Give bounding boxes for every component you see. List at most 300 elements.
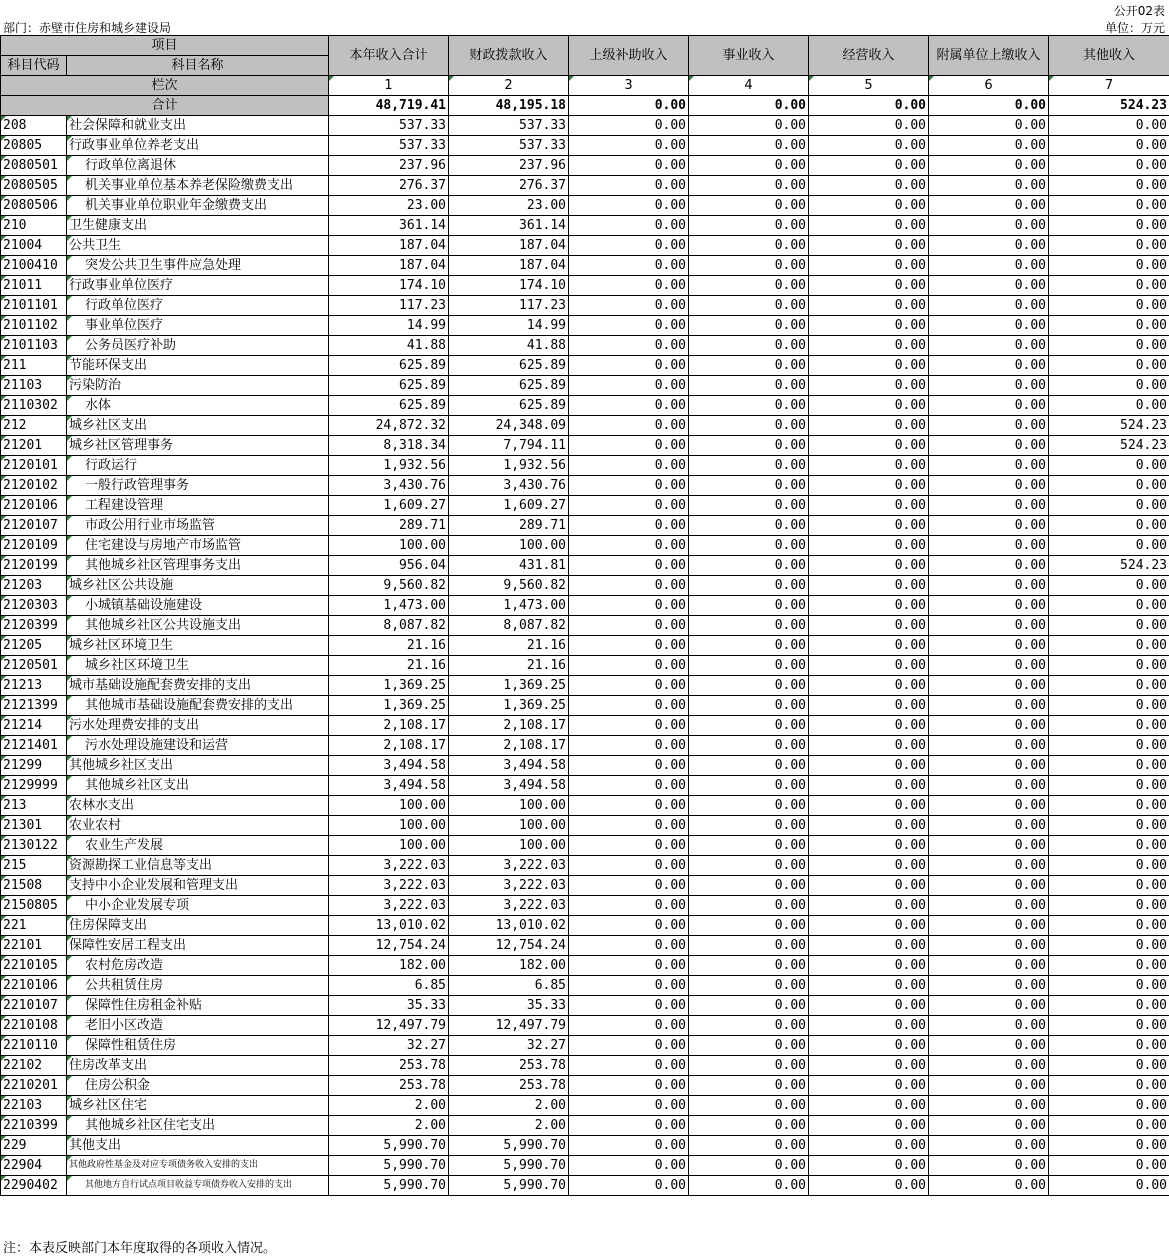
amount-cell: 289.71 xyxy=(329,516,449,536)
amount-cell: 0.00 xyxy=(929,716,1049,736)
amount-cell: 0.00 xyxy=(929,676,1049,696)
amount-cell: 0.00 xyxy=(929,1056,1049,1076)
total-cell: 48,719.41 xyxy=(329,96,449,116)
amount-cell: 41.88 xyxy=(329,336,449,356)
subject-code-cell: 2101101 xyxy=(1,296,67,316)
table-row xyxy=(1,796,1169,816)
subject-code-cell: 22102 xyxy=(1,1056,67,1076)
subject-name-cell: 住房公积金 xyxy=(67,1076,329,1096)
amount-cell: 1,932.56 xyxy=(449,456,569,476)
amount-cell: 13,010.02 xyxy=(449,916,569,936)
amount-cell: 0.00 xyxy=(929,1036,1049,1056)
table-row xyxy=(1,656,1169,676)
amount-cell: 35.33 xyxy=(329,996,449,1016)
total-cell: 0.00 xyxy=(809,96,929,116)
subject-name-cell: 城乡社区管理事务 xyxy=(67,436,329,456)
amount-cell: 0.00 xyxy=(809,516,929,536)
subject-code-cell: 213 xyxy=(1,796,67,816)
amount-cell: 0.00 xyxy=(929,216,1049,236)
subject-code-cell: 2121399 xyxy=(1,696,67,716)
total-row xyxy=(1,96,1169,116)
total-label: 合计 xyxy=(1,96,329,116)
amount-cell: 0.00 xyxy=(1049,596,1169,616)
table-row xyxy=(1,456,1169,476)
amount-cell: 0.00 xyxy=(929,936,1049,956)
amount-cell: 8,087.82 xyxy=(329,616,449,636)
amount-cell: 0.00 xyxy=(689,116,809,136)
header-superior-subsidy: 上级补助收入 xyxy=(569,36,689,76)
amount-cell: 0.00 xyxy=(809,1076,929,1096)
amount-cell: 0.00 xyxy=(1049,476,1169,496)
total-cell: 0.00 xyxy=(689,96,809,116)
amount-cell: 1,473.00 xyxy=(449,596,569,616)
amount-cell: 0.00 xyxy=(689,1016,809,1036)
amount-cell: 0.00 xyxy=(809,476,929,496)
header-subject-code: 科目代码 xyxy=(1,56,67,76)
amount-cell: 187.04 xyxy=(449,236,569,256)
amount-cell: 0.00 xyxy=(809,1176,929,1196)
amount-cell: 0.00 xyxy=(569,496,689,516)
table-row xyxy=(1,676,1169,696)
amount-cell: 0.00 xyxy=(929,416,1049,436)
amount-cell: 0.00 xyxy=(689,1116,809,1136)
amount-cell: 6.85 xyxy=(329,976,449,996)
amount-cell: 0.00 xyxy=(1049,236,1169,256)
table-row xyxy=(1,936,1169,956)
amount-cell: 0.00 xyxy=(569,796,689,816)
amount-cell: 237.96 xyxy=(449,156,569,176)
table-row xyxy=(1,1076,1169,1096)
amount-cell: 0.00 xyxy=(809,136,929,156)
amount-cell: 13,010.02 xyxy=(329,916,449,936)
amount-cell: 0.00 xyxy=(1049,836,1169,856)
amount-cell: 0.00 xyxy=(929,256,1049,276)
amount-cell: 0.00 xyxy=(689,476,809,496)
subject-code-cell: 2080505 xyxy=(1,176,67,196)
subject-code-cell: 21205 xyxy=(1,636,67,656)
amount-cell: 174.10 xyxy=(449,276,569,296)
subject-code-cell: 2120106 xyxy=(1,496,67,516)
amount-cell: 0.00 xyxy=(929,636,1049,656)
amount-cell: 2,108.17 xyxy=(329,716,449,736)
amount-cell: 0.00 xyxy=(809,696,929,716)
amount-cell: 0.00 xyxy=(809,396,929,416)
amount-cell: 0.00 xyxy=(1049,1016,1169,1036)
amount-cell: 0.00 xyxy=(809,576,929,596)
amount-cell: 0.00 xyxy=(929,536,1049,556)
amount-cell: 2.00 xyxy=(449,1096,569,1116)
subject-name-cell: 行政运行 xyxy=(67,456,329,476)
header-fiscal-appropriation: 财政拨款收入 xyxy=(449,36,569,76)
amount-cell: 0.00 xyxy=(929,976,1049,996)
column-number: 3 xyxy=(569,76,689,96)
table-row xyxy=(1,756,1169,776)
header-total-income: 本年收入合计 xyxy=(329,36,449,76)
amount-cell: 0.00 xyxy=(809,1156,929,1176)
amount-cell: 0.00 xyxy=(809,936,929,956)
amount-cell: 0.00 xyxy=(809,316,929,336)
subject-name-cell: 农业生产发展 xyxy=(67,836,329,856)
amount-cell: 0.00 xyxy=(809,256,929,276)
table-row xyxy=(1,616,1169,636)
amount-cell: 0.00 xyxy=(1049,856,1169,876)
amount-cell: 0.00 xyxy=(929,1076,1049,1096)
table-row xyxy=(1,256,1169,276)
amount-cell: 0.00 xyxy=(569,1176,689,1196)
amount-cell: 0.00 xyxy=(1049,656,1169,676)
amount-cell: 0.00 xyxy=(929,756,1049,776)
amount-cell: 35.33 xyxy=(449,996,569,1016)
amount-cell: 0.00 xyxy=(689,616,809,636)
amount-cell: 0.00 xyxy=(569,556,689,576)
amount-cell: 5,990.70 xyxy=(329,1156,449,1176)
amount-cell: 0.00 xyxy=(809,196,929,216)
amount-cell: 0.00 xyxy=(569,656,689,676)
amount-cell: 0.00 xyxy=(569,536,689,556)
amount-cell: 0.00 xyxy=(1049,116,1169,136)
amount-cell: 361.14 xyxy=(449,216,569,236)
amount-cell: 0.00 xyxy=(569,636,689,656)
header-subject-name: 科目名称 xyxy=(67,56,329,76)
amount-cell: 0.00 xyxy=(809,556,929,576)
amount-cell: 5,990.70 xyxy=(449,1156,569,1176)
amount-cell: 0.00 xyxy=(809,436,929,456)
table-row xyxy=(1,716,1169,736)
amount-cell: 537.33 xyxy=(329,136,449,156)
amount-cell: 0.00 xyxy=(809,756,929,776)
amount-cell: 0.00 xyxy=(689,396,809,416)
subject-name-cell: 其他城市基础设施配套费安排的支出 xyxy=(67,696,329,716)
amount-cell: 0.00 xyxy=(1049,176,1169,196)
amount-cell: 0.00 xyxy=(569,236,689,256)
amount-cell: 0.00 xyxy=(929,236,1049,256)
table-row xyxy=(1,596,1169,616)
table-row xyxy=(1,516,1169,536)
amount-cell: 0.00 xyxy=(569,256,689,276)
amount-cell: 0.00 xyxy=(569,696,689,716)
amount-cell: 0.00 xyxy=(689,596,809,616)
subject-name-cell: 老旧小区改造 xyxy=(67,1016,329,1036)
amount-cell: 0.00 xyxy=(1049,296,1169,316)
amount-cell: 3,222.03 xyxy=(449,896,569,916)
amount-cell: 0.00 xyxy=(689,516,809,536)
amount-cell: 0.00 xyxy=(809,1116,929,1136)
amount-cell: 0.00 xyxy=(929,656,1049,676)
amount-cell: 100.00 xyxy=(449,836,569,856)
amount-cell: 0.00 xyxy=(809,176,929,196)
subject-name-cell: 其他城乡社区公共设施支出 xyxy=(67,616,329,636)
subject-name-cell: 住房保障支出 xyxy=(67,916,329,936)
amount-cell: 0.00 xyxy=(929,556,1049,576)
table-row xyxy=(1,296,1169,316)
total-cell: 0.00 xyxy=(929,96,1049,116)
subject-name-cell: 市政公用行业市场监管 xyxy=(67,516,329,536)
amount-cell: 0.00 xyxy=(809,336,929,356)
amount-cell: 0.00 xyxy=(569,376,689,396)
column-number: 1 xyxy=(329,76,449,96)
amount-cell: 0.00 xyxy=(929,376,1049,396)
row-index-label: 栏次 xyxy=(1,76,329,96)
subject-name-cell: 行政单位离退休 xyxy=(67,156,329,176)
amount-cell: 0.00 xyxy=(569,676,689,696)
amount-cell: 5,990.70 xyxy=(449,1136,569,1156)
table-row xyxy=(1,496,1169,516)
amount-cell: 0.00 xyxy=(1049,976,1169,996)
subject-name-cell: 行政单位医疗 xyxy=(67,296,329,316)
table-row xyxy=(1,776,1169,796)
amount-cell: 0.00 xyxy=(1049,1156,1169,1176)
amount-cell: 0.00 xyxy=(689,696,809,716)
amount-cell: 0.00 xyxy=(1049,376,1169,396)
table-row xyxy=(1,476,1169,496)
amount-cell: 0.00 xyxy=(689,556,809,576)
amount-cell: 9,560.82 xyxy=(329,576,449,596)
subject-name-cell: 小城镇基础设施建设 xyxy=(67,596,329,616)
amount-cell: 1,473.00 xyxy=(329,596,449,616)
amount-cell: 0.00 xyxy=(1049,536,1169,556)
amount-cell: 0.00 xyxy=(809,636,929,656)
subject-code-cell: 2290402 xyxy=(1,1176,67,1196)
amount-cell: 0.00 xyxy=(809,236,929,256)
subject-code-cell: 2210108 xyxy=(1,1016,67,1036)
amount-cell: 0.00 xyxy=(1049,1136,1169,1156)
subject-code-cell: 2210399 xyxy=(1,1116,67,1136)
table-row xyxy=(1,236,1169,256)
amount-cell: 0.00 xyxy=(569,1156,689,1176)
amount-cell: 3,494.58 xyxy=(329,776,449,796)
subject-code-cell: 2210105 xyxy=(1,956,67,976)
amount-cell: 100.00 xyxy=(329,536,449,556)
amount-cell: 0.00 xyxy=(929,796,1049,816)
amount-cell: 5,990.70 xyxy=(449,1176,569,1196)
subject-code-cell: 22103 xyxy=(1,1096,67,1116)
subject-name-cell: 公共租赁住房 xyxy=(67,976,329,996)
subject-name-cell: 其他地方自行试点项目收益专项债券收入安排的支出 xyxy=(67,1176,329,1196)
subject-code-cell: 2150805 xyxy=(1,896,67,916)
amount-cell: 0.00 xyxy=(1049,716,1169,736)
amount-cell: 0.00 xyxy=(1049,356,1169,376)
amount-cell: 537.33 xyxy=(449,116,569,136)
amount-cell: 0.00 xyxy=(689,496,809,516)
table-row xyxy=(1,176,1169,196)
subject-code-cell: 2080501 xyxy=(1,156,67,176)
amount-cell: 0.00 xyxy=(1049,1056,1169,1076)
amount-cell: 0.00 xyxy=(689,1156,809,1176)
amount-cell: 174.10 xyxy=(329,276,449,296)
amount-cell: 187.04 xyxy=(449,256,569,276)
amount-cell: 3,222.03 xyxy=(329,896,449,916)
table-row xyxy=(1,196,1169,216)
amount-cell: 3,494.58 xyxy=(449,776,569,796)
amount-cell: 0.00 xyxy=(689,156,809,176)
amount-cell: 0.00 xyxy=(689,996,809,1016)
header-affiliate-income: 附属单位上缴收入 xyxy=(929,36,1049,76)
amount-cell: 1,369.25 xyxy=(329,676,449,696)
amount-cell: 0.00 xyxy=(689,316,809,336)
amount-cell: 0.00 xyxy=(929,516,1049,536)
subject-code-cell: 2210106 xyxy=(1,976,67,996)
amount-cell: 12,754.24 xyxy=(449,936,569,956)
subject-code-cell: 2080506 xyxy=(1,196,67,216)
amount-cell: 9,560.82 xyxy=(449,576,569,596)
amount-cell: 0.00 xyxy=(809,496,929,516)
table-row xyxy=(1,216,1169,236)
subject-name-cell: 其他城乡社区住宅支出 xyxy=(67,1116,329,1136)
amount-cell: 0.00 xyxy=(689,896,809,916)
amount-cell: 0.00 xyxy=(1049,396,1169,416)
amount-cell: 1,609.27 xyxy=(329,496,449,516)
amount-cell: 0.00 xyxy=(569,476,689,496)
amount-cell: 1,369.25 xyxy=(449,676,569,696)
amount-cell: 0.00 xyxy=(689,1096,809,1116)
amount-cell: 0.00 xyxy=(809,816,929,836)
amount-cell: 0.00 xyxy=(929,476,1049,496)
amount-cell: 0.00 xyxy=(809,1036,929,1056)
table-row xyxy=(1,536,1169,556)
amount-cell: 0.00 xyxy=(1049,696,1169,716)
amount-cell: 0.00 xyxy=(689,636,809,656)
subject-code-cell: 2120101 xyxy=(1,456,67,476)
subject-name-cell: 资源勘探工业信息等支出 xyxy=(67,856,329,876)
amount-cell: 537.33 xyxy=(329,116,449,136)
amount-cell: 23.00 xyxy=(329,196,449,216)
amount-cell: 0.00 xyxy=(689,776,809,796)
amount-cell: 0.00 xyxy=(929,356,1049,376)
amount-cell: 0.00 xyxy=(569,316,689,336)
amount-cell: 182.00 xyxy=(329,956,449,976)
amount-cell: 100.00 xyxy=(449,816,569,836)
table-row xyxy=(1,276,1169,296)
amount-cell: 0.00 xyxy=(569,856,689,876)
amount-cell: 253.78 xyxy=(329,1056,449,1076)
amount-cell: 0.00 xyxy=(569,876,689,896)
subject-name-cell: 社会保障和就业支出 xyxy=(67,116,329,136)
subject-name-cell: 城乡社区支出 xyxy=(67,416,329,436)
subject-name-cell: 农村危房改造 xyxy=(67,956,329,976)
amount-cell: 0.00 xyxy=(1049,636,1169,656)
amount-cell: 0.00 xyxy=(689,1076,809,1096)
amount-cell: 289.71 xyxy=(449,516,569,536)
amount-cell: 0.00 xyxy=(929,296,1049,316)
amount-cell: 0.00 xyxy=(569,136,689,156)
amount-cell: 0.00 xyxy=(1049,196,1169,216)
amount-cell: 0.00 xyxy=(929,996,1049,1016)
column-number: 5 xyxy=(809,76,929,96)
table-row xyxy=(1,916,1169,936)
amount-cell: 0.00 xyxy=(809,856,929,876)
amount-cell: 0.00 xyxy=(929,956,1049,976)
table-row xyxy=(1,1136,1169,1156)
subject-name-cell: 其他城乡社区支出 xyxy=(67,756,329,776)
subject-name-cell: 污水处理费安排的支出 xyxy=(67,716,329,736)
amount-cell: 625.89 xyxy=(329,396,449,416)
subject-code-cell: 2120501 xyxy=(1,656,67,676)
amount-cell: 0.00 xyxy=(1049,256,1169,276)
amount-cell: 0.00 xyxy=(689,436,809,456)
amount-cell: 3,222.03 xyxy=(449,876,569,896)
amount-cell: 0.00 xyxy=(809,116,929,136)
amount-cell: 253.78 xyxy=(329,1076,449,1096)
table-row xyxy=(1,636,1169,656)
subject-name-cell: 保障性租赁住房 xyxy=(67,1036,329,1056)
amount-cell: 0.00 xyxy=(569,1136,689,1156)
amount-cell: 0.00 xyxy=(929,856,1049,876)
subject-name-cell: 其他城乡社区管理事务支出 xyxy=(67,556,329,576)
amount-cell: 1,369.25 xyxy=(329,696,449,716)
amount-cell: 0.00 xyxy=(1049,1096,1169,1116)
amount-cell: 0.00 xyxy=(809,216,929,236)
amount-cell: 0.00 xyxy=(689,816,809,836)
amount-cell: 24,872.32 xyxy=(329,416,449,436)
amount-cell: 0.00 xyxy=(569,576,689,596)
subject-name-cell: 城乡社区公共设施 xyxy=(67,576,329,596)
table-row xyxy=(1,116,1169,136)
amount-cell: 0.00 xyxy=(689,276,809,296)
subject-code-cell: 2100410 xyxy=(1,256,67,276)
department-label: 部门：赤壁市住房和城乡建设局 xyxy=(3,19,171,36)
amount-cell: 0.00 xyxy=(929,1116,1049,1136)
amount-cell: 2.00 xyxy=(329,1096,449,1116)
subject-name-cell: 公共卫生 xyxy=(67,236,329,256)
amount-cell: 0.00 xyxy=(929,336,1049,356)
amount-cell: 0.00 xyxy=(689,956,809,976)
subject-name-cell: 行政事业单位医疗 xyxy=(67,276,329,296)
subject-code-cell: 20805 xyxy=(1,136,67,156)
table-row xyxy=(1,856,1169,876)
amount-cell: 0.00 xyxy=(569,596,689,616)
amount-cell: 0.00 xyxy=(929,916,1049,936)
amount-cell: 0.00 xyxy=(689,716,809,736)
subject-name-cell: 城乡社区环境卫生 xyxy=(67,656,329,676)
amount-cell: 0.00 xyxy=(1049,276,1169,296)
amount-cell: 0.00 xyxy=(689,456,809,476)
amount-cell: 0.00 xyxy=(1049,136,1169,156)
table-row xyxy=(1,556,1169,576)
subject-name-cell: 城乡社区环境卫生 xyxy=(67,636,329,656)
column-number: 2 xyxy=(449,76,569,96)
amount-cell: 0.00 xyxy=(929,736,1049,756)
amount-cell: 41.88 xyxy=(449,336,569,356)
amount-cell: 0.00 xyxy=(929,816,1049,836)
subject-name-cell: 其他城乡社区支出 xyxy=(67,776,329,796)
amount-cell: 0.00 xyxy=(929,876,1049,896)
amount-cell: 0.00 xyxy=(569,816,689,836)
amount-cell: 100.00 xyxy=(449,796,569,816)
amount-cell: 0.00 xyxy=(569,976,689,996)
amount-cell: 0.00 xyxy=(929,1136,1049,1156)
subject-name-cell: 工程建设管理 xyxy=(67,496,329,516)
amount-cell: 0.00 xyxy=(569,936,689,956)
amount-cell: 0.00 xyxy=(569,776,689,796)
subject-name-cell: 保障性安居工程支出 xyxy=(67,936,329,956)
amount-cell: 0.00 xyxy=(929,276,1049,296)
table-row xyxy=(1,396,1169,416)
amount-cell: 0.00 xyxy=(809,736,929,756)
amount-cell: 0.00 xyxy=(809,296,929,316)
amount-cell: 537.33 xyxy=(449,136,569,156)
amount-cell: 0.00 xyxy=(929,116,1049,136)
amount-cell: 0.00 xyxy=(1049,876,1169,896)
subject-code-cell: 2101103 xyxy=(1,336,67,356)
table-row xyxy=(1,136,1169,156)
amount-cell: 0.00 xyxy=(929,696,1049,716)
amount-cell: 0.00 xyxy=(809,676,929,696)
amount-cell: 0.00 xyxy=(689,976,809,996)
amount-cell: 0.00 xyxy=(929,1176,1049,1196)
amount-cell: 0.00 xyxy=(689,876,809,896)
subject-code-cell: 2129999 xyxy=(1,776,67,796)
subject-code-cell: 210 xyxy=(1,216,67,236)
